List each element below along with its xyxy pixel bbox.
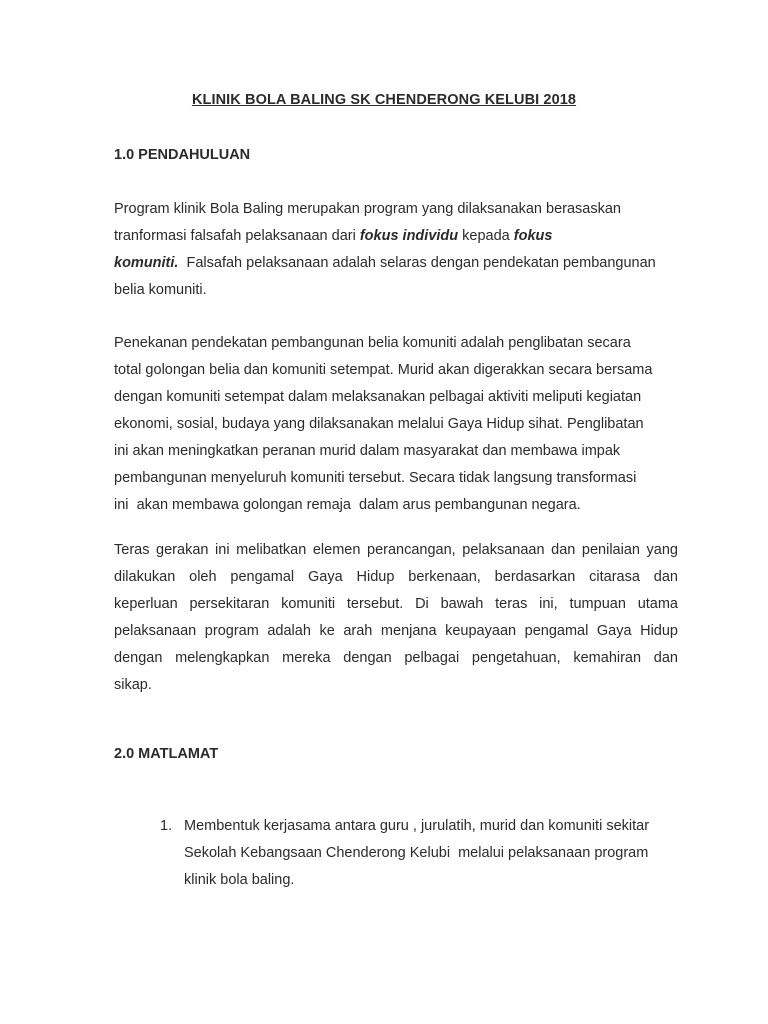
- list-item: [160, 813, 680, 894]
- paragraph-line: keperluan persekitaran komuniti tersebut. Di bawah teras ini, tumpuan utama: [114, 596, 678, 612]
- text-run: tranformasi falsafah pelaksanaan dari: [114, 228, 360, 244]
- matlamat-list: [160, 813, 680, 894]
- emphasis-fokus-individu: fokus individu: [359, 228, 459, 244]
- emphasis-fokus: fokus: [513, 228, 553, 244]
- paragraph-line: Program klinik Bola Baling merupakan program yang dilaksanakan berasaskan: [114, 201, 621, 217]
- list-item-line: klinik bola baling.: [184, 872, 295, 888]
- paragraph-line: dilakukan oleh pengamal Gaya Hidup berkenaan, berdasarkan citarasa dan: [114, 569, 678, 585]
- paragraph-pendahuluan-3: [114, 537, 678, 699]
- paragraph-line: belia komuniti.: [114, 282, 207, 298]
- paragraph-line: dengan melengkapkan mereka dengan pelbagai pengetahuan, kemahiran dan: [114, 650, 678, 666]
- list-item-line: Membentuk kerjasama antara guru , jurulatih, murid dan komuniti sekitar: [184, 818, 650, 834]
- paragraph-pendahuluan-2: [114, 330, 678, 519]
- paragraph-line: [114, 250, 678, 277]
- paragraph-line: ini akan membawa golongan remaja dalam arus pembangunan negara.: [114, 497, 581, 513]
- text-run: Falsafah pelaksanaan adalah selaras dengan pendekatan pembangunan: [178, 255, 656, 271]
- paragraph-line: pembangunan menyeluruh komuniti tersebut. Secara tidak langsung transformasi: [114, 470, 637, 486]
- paragraph-line: ini akan meningkatkan peranan murid dalam masyarakat dan membawa impak: [114, 443, 621, 459]
- paragraph-pendahuluan-1: [114, 196, 678, 304]
- list-item-number: 1.: [160, 818, 173, 834]
- paragraph-line: pelaksanaan program adalah ke arah menjana keupayaan pengamal Gaya Hidup: [114, 623, 678, 639]
- paragraph-line: sikap.: [114, 677, 152, 693]
- paragraph-line: dengan komuniti setempat dalam melaksanakan pelbagai aktiviti meliputi kegiatan: [114, 389, 642, 405]
- text-run: kepada: [458, 228, 514, 244]
- section-heading-matlamat: 2.0 MATLAMAT: [114, 746, 219, 762]
- paragraph-line: ekonomi, sosial, budaya yang dilaksanakan melalui Gaya Hidup sihat. Penglibatan: [114, 416, 644, 432]
- document-title: KLINIK BOLA BALING SK CHENDERONG KELUBI 2018: [191, 92, 577, 108]
- emphasis-komuniti: komuniti.: [114, 255, 179, 271]
- paragraph-line: Teras gerakan ini melibatkan elemen perancangan, pelaksanaan dan penilaian yang: [114, 542, 678, 558]
- paragraph-line: total golongan belia dan komuniti setempat. Murid akan digerakkan secara bersama: [114, 362, 653, 378]
- paragraph-line: Penekanan pendekatan pembangunan belia komuniti adalah penglibatan secara: [114, 335, 631, 351]
- list-item-line: Sekolah Kebangsaan Chenderong Kelubi melalui pelaksanaan program: [184, 845, 649, 861]
- section-heading-pendahuluan: 1.0 PENDAHULUAN: [114, 147, 251, 163]
- paragraph-line: [114, 223, 678, 250]
